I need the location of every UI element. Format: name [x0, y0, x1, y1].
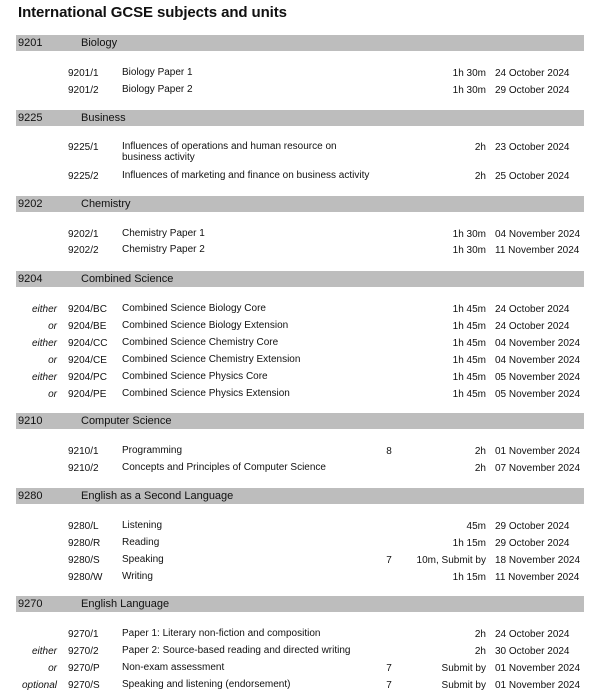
unit-row: [0, 461, 602, 476]
unit-option-label: either: [31, 646, 57, 657]
unit-code: 9202/1: [68, 229, 99, 240]
subject-code: 9210: [18, 415, 43, 427]
section-header: [16, 413, 584, 429]
unit-row: [0, 661, 602, 676]
unit-date: 29 October 2024: [495, 538, 570, 549]
section-header: [16, 596, 584, 612]
unit-title: Combined Science Chemistry Extension: [122, 354, 301, 365]
unit-code: 9204/CE: [68, 355, 107, 366]
unit-duration: 1h 45m: [452, 355, 486, 366]
unit-code: 9201/2: [68, 85, 99, 96]
unit-row: [0, 570, 602, 585]
unit-date: 30 October 2024: [495, 646, 570, 657]
unit-title: Concepts and Principles of Computer Science: [122, 462, 326, 473]
unit-title: Influences of operations and human resource on business activity: [122, 141, 337, 163]
unit-duration: 1h 30m: [452, 68, 486, 79]
section-header: [16, 271, 584, 287]
unit-duration: 1h 45m: [452, 389, 486, 400]
unit-row: [0, 536, 602, 551]
unit-date: 05 November 2024: [495, 389, 581, 400]
unit-title: Biology Paper 2: [122, 84, 193, 95]
unit-title: Biology Paper 1: [122, 67, 193, 78]
unit-date: 24 October 2024: [495, 629, 570, 640]
unit-option-label: or: [48, 663, 57, 674]
unit-code: 9210/2: [68, 463, 99, 474]
unit-row: [0, 519, 602, 534]
unit-row: [0, 302, 602, 317]
section-header: [16, 110, 584, 126]
unit-title: Paper 2: Source-based reading and directed writing: [122, 645, 351, 656]
subject-code: 9225: [18, 112, 43, 124]
unit-code: 9204/BE: [68, 321, 107, 332]
unit-duration: 1h 45m: [452, 372, 486, 383]
unit-row: [0, 243, 602, 258]
unit-marks: 7: [386, 555, 392, 566]
unit-option-label: or: [48, 355, 57, 366]
unit-date: 11 November 2024: [495, 245, 580, 256]
unit-date: 11 November 2024: [495, 572, 580, 583]
unit-date: 01 November 2024: [495, 446, 581, 457]
unit-row: [0, 140, 602, 163]
unit-option-label: optional: [21, 680, 57, 691]
unit-title: Chemistry Paper 2: [122, 244, 205, 255]
unit-title: Chemistry Paper 1: [122, 228, 205, 239]
unit-row: [0, 678, 602, 693]
unit-title: Non-exam assessment: [122, 662, 225, 673]
unit-duration: 1h 45m: [452, 304, 486, 315]
subject-name: English as a Second Language: [81, 490, 234, 502]
unit-duration: 1h 15m: [452, 572, 486, 583]
unit-date: 24 October 2024: [495, 321, 570, 332]
unit-row: [0, 370, 602, 385]
unit-code: 9204/CC: [68, 338, 108, 349]
unit-option-label: either: [31, 338, 57, 349]
unit-code: 9204/PC: [68, 372, 107, 383]
unit-row: [0, 336, 602, 351]
subject-code: 9201: [18, 37, 43, 49]
unit-row: [0, 319, 602, 334]
section-header: [16, 35, 584, 51]
unit-title: Speaking: [122, 554, 164, 565]
unit-marks: 7: [386, 680, 392, 691]
unit-code: 9270/S: [68, 680, 100, 691]
unit-date: 29 October 2024: [495, 85, 570, 96]
unit-row: [0, 66, 602, 81]
section-header: [16, 488, 584, 504]
subject-name: Chemistry: [81, 198, 131, 210]
subject-code: 9204: [18, 273, 43, 285]
unit-title: Speaking and listening (endorsement): [122, 679, 291, 690]
subject-name: Computer Science: [81, 415, 172, 427]
unit-date: 04 November 2024: [495, 229, 581, 240]
unit-title: Combined Science Biology Core: [122, 303, 266, 314]
unit-date: 05 November 2024: [495, 372, 581, 383]
unit-title: Reading: [122, 537, 160, 548]
unit-code: 9280/S: [68, 555, 100, 566]
unit-marks: 8: [386, 446, 392, 457]
unit-row: [0, 169, 602, 184]
subject-code: 9280: [18, 490, 43, 502]
unit-code: 9204/BC: [68, 304, 107, 315]
unit-date: 24 October 2024: [495, 304, 570, 315]
unit-title: Combined Science Physics Extension: [122, 388, 290, 399]
unit-date: 25 October 2024: [495, 171, 570, 182]
unit-title: Combined Science Physics Core: [122, 371, 268, 382]
unit-title: Paper 1: Literary non-fiction and composition: [122, 628, 321, 639]
unit-date: 18 November 2024: [495, 555, 581, 566]
unit-duration: 1h 45m: [452, 338, 486, 349]
unit-code: 9210/1: [68, 446, 99, 457]
subject-name: English Language: [81, 598, 170, 610]
unit-duration: 2h: [474, 142, 486, 153]
unit-code: 9202/2: [68, 245, 99, 256]
unit-title: Influences of marketing and finance on business activity: [122, 170, 370, 181]
unit-duration: 45m: [466, 521, 486, 532]
unit-row: [0, 444, 602, 459]
unit-duration: 2h: [474, 646, 486, 657]
unit-code: 9270/2: [68, 646, 99, 657]
unit-date: 01 November 2024: [495, 680, 581, 691]
unit-date: 23 October 2024: [495, 142, 570, 153]
unit-code: 9225/2: [68, 171, 99, 182]
unit-title: Writing: [122, 571, 153, 582]
unit-row: [0, 353, 602, 368]
unit-code: 9270/P: [68, 663, 100, 674]
unit-row: [0, 387, 602, 402]
unit-title: Listening: [122, 520, 163, 531]
subject-name: Biology: [81, 37, 118, 49]
unit-duration: 1h 30m: [452, 229, 486, 240]
unit-code: 9280/L: [68, 521, 99, 532]
unit-row: [0, 627, 602, 642]
unit-option-label: or: [48, 321, 57, 332]
subject-code: 9270: [18, 598, 43, 610]
unit-option-label: either: [31, 372, 57, 383]
unit-date: 24 October 2024: [495, 68, 570, 79]
unit-row: [0, 83, 602, 98]
unit-date: 07 November 2024: [495, 463, 581, 474]
unit-code: 9280/W: [68, 572, 103, 583]
unit-option-label: either: [31, 304, 57, 315]
unit-row: [0, 227, 602, 242]
unit-code: 9225/1: [68, 142, 99, 153]
unit-option-label: or: [48, 389, 57, 400]
unit-row: [0, 553, 602, 568]
unit-code: 9280/R: [68, 538, 101, 549]
unit-date: 01 November 2024: [495, 663, 581, 674]
unit-title: Combined Science Biology Extension: [122, 320, 289, 331]
unit-code: 9204/PE: [68, 389, 107, 400]
subject-name: Combined Science: [81, 273, 174, 285]
unit-marks: 7: [386, 663, 392, 674]
unit-row: [0, 644, 602, 659]
unit-code: 9270/1: [68, 629, 99, 640]
unit-duration: 1h 30m: [452, 85, 486, 96]
unit-duration: 2h: [474, 463, 486, 474]
unit-duration: 2h: [474, 446, 486, 457]
unit-duration: 1h 30m: [452, 245, 486, 256]
unit-duration: 10m, Submit by: [416, 555, 486, 566]
unit-duration: 1h 45m: [452, 321, 486, 332]
unit-date: 04 November 2024: [495, 338, 581, 349]
page-title: International GCSE subjects and units: [18, 4, 287, 21]
section-header: [16, 196, 584, 212]
subject-code: 9202: [18, 198, 43, 210]
unit-duration: 1h 15m: [452, 538, 486, 549]
unit-title: Combined Science Chemistry Core: [122, 337, 279, 348]
unit-duration: 2h: [474, 171, 486, 182]
unit-date: 04 November 2024: [495, 355, 581, 366]
unit-duration: Submit by: [441, 663, 486, 674]
unit-date: 29 October 2024: [495, 521, 570, 532]
unit-code: 9201/1: [68, 68, 99, 79]
unit-duration: Submit by: [441, 680, 486, 691]
unit-title: Programming: [122, 445, 183, 456]
unit-duration: 2h: [474, 629, 486, 640]
subject-name: Business: [81, 112, 126, 124]
